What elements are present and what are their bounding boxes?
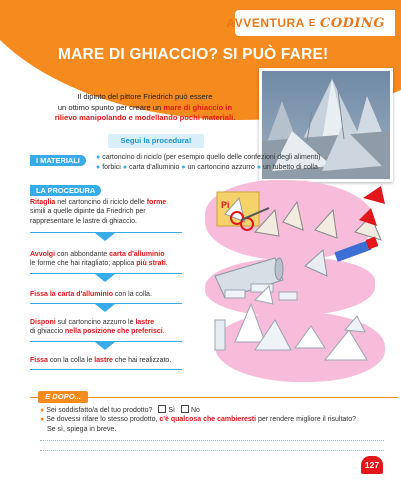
material-item: un tubetto di colla — [263, 164, 318, 172]
yes-label: Sì — [168, 407, 176, 414]
step-keyword: Fissa la carta d'alluminio — [30, 291, 113, 298]
step-text: con la colla le — [47, 357, 95, 364]
intro-text — [40, 92, 250, 124]
answer-line[interactable] — [40, 440, 384, 441]
checkbox-yes[interactable] — [158, 405, 166, 413]
procedure-illustrations — [195, 180, 395, 385]
step-text: rappresentare le lastre di ghiaccio. — [30, 217, 138, 225]
arrow-down-icon — [95, 342, 115, 350]
procedure-step-3 — [30, 290, 182, 299]
aluminium-roll-illustration — [215, 237, 378, 298]
procedure-step-4 — [30, 318, 182, 337]
question-text: Sei soddisfatto/a del tuo prodotto? — [46, 407, 153, 414]
material-item: carta d'alluminio — [129, 164, 180, 172]
procedure-step-1 — [30, 198, 182, 226]
bullet-icon: ● — [40, 407, 45, 414]
intro-line2a: un ottimo spunto per creare un — [57, 102, 164, 112]
intro-line2b: mare di ghiaccio in — [163, 102, 233, 112]
procedure-step-5 — [30, 356, 182, 365]
bullet-icon: ● — [96, 154, 101, 161]
arrow-down-icon — [95, 233, 115, 241]
bullet-icon: ● — [181, 164, 186, 172]
question-keyword: c'è qualcosa che cambieresti — [159, 416, 257, 423]
after-label: E DOPO... — [38, 391, 88, 403]
step-text: nel cartoncino di riciclo delle — [55, 199, 147, 206]
follow-procedure-label: Segui la procedura! — [108, 134, 204, 148]
step-keyword: carta d'alluminio — [109, 251, 165, 258]
step-keyword: forme — [146, 199, 167, 206]
question-text: Se dovessi rifare lo stesso prodotto, — [46, 416, 160, 423]
bullet-icon: ● — [96, 164, 101, 172]
step-keyword: Fissa — [30, 357, 48, 364]
material-item: cartoncino di riciclo (per esempio quello delle confezioni degli alimenti) — [102, 154, 321, 161]
arrow-down-icon — [95, 304, 115, 312]
no-label: No — [190, 407, 200, 414]
section-badge — [226, 10, 395, 36]
material-item: forbici — [102, 164, 121, 172]
step-text: con abbondante — [55, 251, 110, 258]
page-number: 127 — [361, 456, 383, 474]
checkbox-no[interactable] — [181, 405, 189, 413]
step-keyword: Ritaglia — [30, 199, 56, 206]
ice-arrangement-illustration — [215, 304, 367, 360]
question-1 — [40, 405, 200, 416]
question-text: Se sì, spiega in breve. — [47, 425, 117, 433]
arrow-down-icon — [95, 274, 115, 282]
answer-line[interactable] — [40, 450, 384, 451]
question-2 — [40, 415, 356, 434]
badge-avventura: AVVENTURA — [226, 16, 305, 30]
step-keyword: lastre — [94, 357, 113, 364]
step-keyword: più strati — [136, 260, 166, 268]
step-text: simili a quelle dipinte da Friedrich per — [30, 208, 146, 216]
bullet-icon: ● — [40, 416, 45, 423]
cardboard-cutout-illustration — [217, 186, 385, 240]
step-divider — [30, 369, 182, 370]
step-text: sul cartoncino azzurro le — [55, 319, 136, 326]
intro-line1: Il dipinto del pittore Friedrich può essere — [77, 92, 213, 101]
step-keyword: Avvolgi — [30, 251, 56, 258]
step-text: con la colla. — [112, 291, 152, 298]
page-title: MARE DI GHIACCIO? SI PUÒ FARE! — [58, 46, 329, 63]
materials-list — [96, 153, 392, 174]
intro-line3a: rilievo manipolando e modellando pochi materiali — [54, 113, 234, 123]
question-text: per rendere migliore il risultato? — [256, 416, 357, 423]
badge-coding: CODING — [319, 15, 385, 31]
intro-line3b: . — [233, 113, 236, 123]
step-text: . — [162, 328, 165, 336]
procedure-step-2 — [30, 250, 182, 269]
step-keyword: Disponi — [30, 319, 56, 326]
step-text: di ghiaccio — [30, 328, 66, 336]
step-keyword: lastre — [135, 319, 155, 326]
procedure-label: LA PROCEDURA — [30, 185, 101, 196]
materials-label: I MATERIALI — [30, 155, 86, 166]
svg-text:Pi: Pi — [221, 200, 230, 210]
badge-e: E — [308, 17, 316, 29]
step-text: . — [165, 260, 168, 268]
step-keyword: nella posizione che preferisci — [65, 328, 163, 336]
material-item: un cartoncino azzurro — [187, 164, 255, 172]
bullet-icon: ● — [256, 164, 262, 172]
bullet-icon: ● — [122, 164, 128, 172]
step-text: le forme che hai ritagliato; applica — [30, 260, 137, 268]
step-text: che hai realizzato. — [112, 357, 172, 364]
